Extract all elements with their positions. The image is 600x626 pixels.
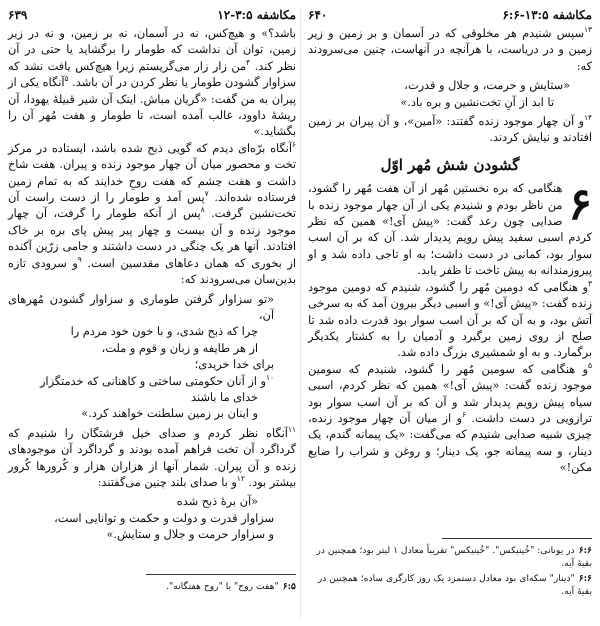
footnotes xyxy=(308,538,592,600)
right-page-body xyxy=(308,26,592,477)
paragraph-text: آنگاه نظر کردم و صدای خیل فرشتگان را شنیدم که گرداگرد آن تخت فراهم آمده بودند و گرداگرد آن موجودهای زنده و آن پیران. شمار آنها از هزاران هزار و کُرورها کُرور بیشتر بود. xyxy=(8,426,296,489)
paragraph-text: و آن چهار موجود زنده گفتند: «آمین»، و آن پیران بر زمین افتادند و نیایش کردند. xyxy=(308,115,592,145)
footnote-rule xyxy=(442,538,592,539)
poem-line: تا ابد از آنِ تخت‌نشین و بره باد.» xyxy=(400,95,554,109)
paragraph-text: و با صدای بلند چنین می‌گفتند: xyxy=(97,475,237,489)
poem-line: و سزاوار حرمت و جلال و ستایش.» xyxy=(106,528,274,542)
verse-number: ۱۴ xyxy=(583,113,592,123)
right-page-header xyxy=(308,0,592,26)
running-title: مکاشفه ۳:۵-۱۲ xyxy=(217,8,296,22)
paragraph-text: پس از آنکه طومار را گرفت، آن چهار موجود زنده و آن بیست و چهار پیر پیش پای بره بر خاک افتادند. آنها هر یک چنگی در دست داشتند و جامی زرّین آکنده از بخوری که همان دعاهای مقدسین است. xyxy=(8,207,297,270)
paragraph xyxy=(308,26,592,75)
paragraph-text: باشد؟» و هیچ‌کس، نه در آسمان، نه بر زمین، و نه در زیر زمین، توان آن نداشت که طومار را برگشاید یا حتی در آن نظر کند. xyxy=(8,27,297,73)
footnote xyxy=(308,572,592,598)
poem xyxy=(8,292,296,423)
paragraph-text: و هنگامی که سومین مُهر را گشود، شنیدم که سومین موجود زنده گفت: «پیش آی!» همین که نظر کردم، اسبی سیاه پیش رویم پدیدار شد و آن که بر آن اسب سوار بود ترازویی در دست داشت. xyxy=(308,362,593,425)
paragraph-text: من زار زار می‌گریستم زیرا هیچ‌کس یافت نشد که سزاوار گشودن طومار یا نظر کردن در آن باشد. xyxy=(8,59,296,90)
left-page-body xyxy=(8,26,296,544)
poem-line: «ستایش و حرمت، و جلال و قدرت، xyxy=(404,79,570,93)
paragraph xyxy=(308,362,592,477)
paragraph xyxy=(8,426,296,492)
running-title: مکاشفه ۱۳:۵-۶:۶ xyxy=(502,8,592,22)
poem-line: برای خدا خریدی؛ xyxy=(194,358,274,372)
paragraph-text: هنگامی که بره نخستین مُهر از آن هفت مُهر را گشود، من ناظر بودم و شنیدم یکی از آن چهار موجود زنده با صدایی چون رعد گفت: «پیش آی!» همین که نظر کردم اسبی سفید پیش رویم پدیدار شد. آن که بر آن اسب سوار بود، کمانی در دست داشت؛ به او تاجی داده شد و او پیروزمندانه به پیش تاخت تا ظفر یابد. xyxy=(308,182,592,278)
paragraph xyxy=(308,114,592,147)
paragraph xyxy=(8,141,296,289)
verse-number: ۱۱ xyxy=(287,424,296,434)
poem-line: «تو سزاوار گرفتن طوماری و سزاوار گشودن مُهرهای آن، xyxy=(8,292,274,322)
footnote xyxy=(8,580,296,593)
footnote-text: "هفت روح" یا "روح هفتگانه". xyxy=(166,581,279,592)
left-page-header xyxy=(8,0,296,26)
poem-line: خدای ما باشند xyxy=(191,390,258,404)
paragraph xyxy=(308,181,592,279)
footnotes xyxy=(8,574,296,595)
paragraph-text: سپس شنیدم هر مخلوقی که در آسمان و بر زمین و زیر زمین و در دریاست، با هرآنچه در آنهاست، چنین می‌سرودند که: xyxy=(308,27,592,73)
verse-number: ۷ xyxy=(204,189,209,199)
page-gutter xyxy=(300,8,301,618)
paragraph-text: و هنگامی که دومین مُهر را گشود، شنیدم که دومین موجود زنده گفت: «پیش آی!» و اسبی دیگر بیرون آمد که به سرخی آتش بود، و به آن که بر آن اسب سوار بود قدرت داده شد تا صلح از روی زمین برگیرد و آدمیان را به کشتار یکدیگر برگمارد. و به او شمشیری بزرگ داده شد. xyxy=(308,280,592,360)
footnote-ref: ۶:۶ xyxy=(578,545,592,556)
poem xyxy=(308,78,592,111)
page-number: ۶۴۰ xyxy=(308,8,328,22)
footnote-rule xyxy=(146,574,296,575)
paragraph-text: و سرودی تازه بدین‌سان می‌سرودند که: xyxy=(8,256,296,287)
verse-number: ۸ xyxy=(200,205,205,215)
footnote xyxy=(308,544,592,570)
verse-number: ۹ xyxy=(77,254,82,264)
poem-line: سزاوار قدرت و دولت و حکمت و توانایی است، xyxy=(54,511,274,525)
verse-number: ۱۲ xyxy=(236,474,245,484)
poem-line xyxy=(8,374,274,390)
paragraph-text: و از میان آن چهار موجود زنده، چیزی شبیه صدایی شنیدم که می‌گفت: «یک پیمانه گندم، یک دینار، و سه پیمانه جو، یک دینار؛ و روغن و شراب را ضایع مکن!» xyxy=(308,411,592,475)
verse-number: ۱۰ xyxy=(265,372,274,382)
footnote-ref: ۶:۶ xyxy=(578,573,592,584)
verse-number: ۵ xyxy=(587,360,592,370)
page-number: ۶۳۹ xyxy=(8,8,28,22)
footnote-text: "دینار" سکه‌ای بود معادل دستمزد یک روز کارگری ساده؛ همچنین در بقیهٔ آیه. xyxy=(317,573,592,597)
poem-line: «آن برهٔ ذبح شده xyxy=(176,495,258,509)
verse-number: ۴ xyxy=(246,58,251,68)
paragraph-text: پس آمد و طومار را از دست راست آن تخت‌نشین گرفت. xyxy=(8,191,297,221)
poem-line: و اینان بر زمین سلطنت خواهند کرد.» xyxy=(81,407,258,421)
poem-line-text: و از آنان حکومتی ساختی و کاهنانی که خدمتگزار xyxy=(39,374,266,388)
verse-number: ۶ xyxy=(291,140,296,150)
verse-number: ۶ xyxy=(462,410,467,420)
right-page xyxy=(308,0,592,626)
paragraph xyxy=(308,280,592,362)
paragraph xyxy=(8,26,296,141)
poem xyxy=(8,494,296,543)
verse-number: ۵ xyxy=(64,74,69,84)
section-title: گشودن شش مُهر اوّل xyxy=(380,155,520,174)
verse-number: ۳ xyxy=(587,278,592,288)
footnote-ref: ۶:۵ xyxy=(282,581,296,592)
poem-line: چرا که ذبح شدی، و با خون خود مردم را xyxy=(70,325,258,339)
poem-line: از هر طایفه و زبان و قوم و ملت، xyxy=(101,341,258,355)
footnote-text: در یونانی: "خُینیکس". "خُینیکس" تقریباً معادل ۱ لیتر بود؛ همچنین در بقیهٔ آیه. xyxy=(316,545,592,569)
paragraph-text: آنگاه یکی از پیران به من گفت: «گریان مباش. اینک آن شیر قبیلهٔ یهودا، آن ریشهٔ داوود، غالب آمده است، تا طومار و هفت مُهر آن را بگشاید.» xyxy=(8,76,296,139)
paragraph-text: آنگاه برّه‌ای دیدم که گویی ذبح شده باشد، ایستاده در مرکز تخت و محصور میان آن چهار موجود زنده و پیران. هفت شاخ داشت و هفت چشم که هفت روحِ خدایند که به تمام زمین فرستاده شده‌اند. xyxy=(8,141,296,205)
verse-number: ۱۳ xyxy=(583,25,592,35)
chapter-number: ۶ xyxy=(568,179,592,231)
left-page xyxy=(8,0,296,626)
